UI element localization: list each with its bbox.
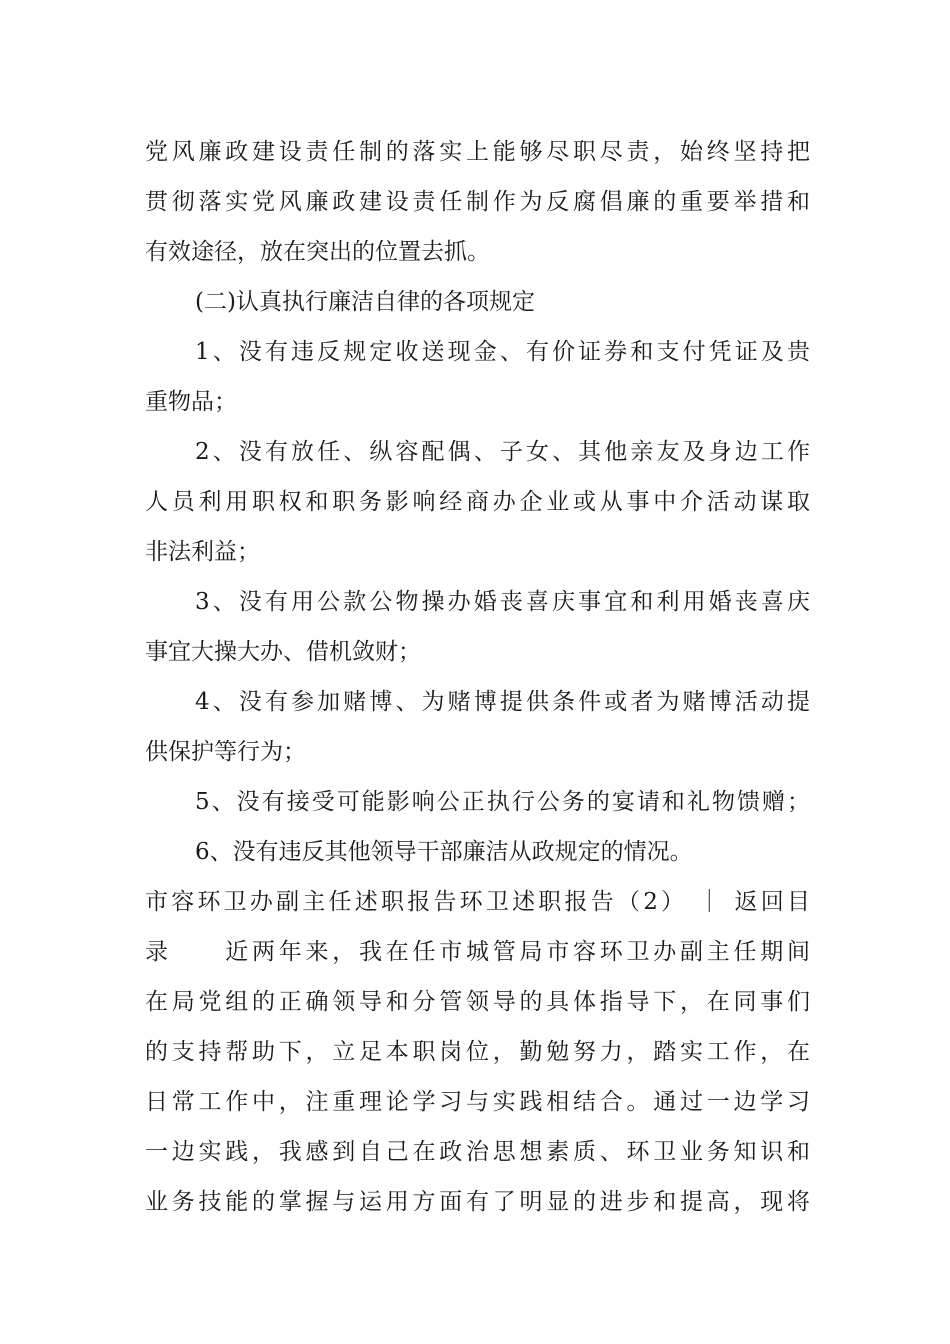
text-line: 日常工作中，注重理论学习与实践相结合。通过一边学习 — [145, 1089, 810, 1115]
text-line: 事宜大操大办、借机敛财； — [145, 639, 421, 665]
text-line: 2、没有放任、纵容配偶、子女、其他亲友及身边工作 — [195, 439, 810, 465]
text-line: 4、没有参加赌博、为赌博提供条件或者为赌博活动提 — [195, 689, 810, 715]
text-line: 有效途径，放在突出的位置去抓。 — [145, 239, 490, 265]
text-line: 业务技能的掌握与运用方面有了明显的进步和提高，现将 — [145, 1189, 810, 1215]
text-line: 的支持帮助下，立足本职岗位，勤勉努力，踏实工作，在 — [145, 1039, 810, 1065]
text-line: 党风廉政建设责任制的落实上能够尽职尽责，始终坚持把 — [145, 139, 810, 165]
text-line: 3、没有用公款公物操办婚丧喜庆事宜和利用婚丧喜庆 — [195, 589, 810, 615]
text-line: 5、没有接受可能影响公正执行公务的宴请和礼物馈赠； — [195, 789, 810, 815]
text-line: 市容环卫办副主任述职报告环卫述职报告（2） ｜ 返回目 — [145, 889, 810, 915]
text-line: 6、没有违反其他领导干部廉洁从政规定的情况。 — [195, 839, 693, 865]
text-line: 贯彻落实党风廉政建设责任制作为反腐倡廉的重要举措和 — [145, 189, 810, 215]
text-line: 供保护等行为； — [145, 739, 306, 765]
text-line: (二)认真执行廉洁自律的各项规定 — [195, 289, 535, 315]
text-line: 录 近两年来，我在任市城管局市容环卫办副主任期间 — [145, 939, 810, 965]
text-line: 一边实践，我感到自己在政治思想素质、环卫业务知识和 — [145, 1139, 810, 1165]
text-line: 非法利益； — [145, 539, 260, 565]
text-line: 人员利用职权和职务影响经商办企业或从事中介活动谋取 — [145, 489, 810, 515]
text-line: 1、没有违反规定收送现金、有价证券和支付凭证及贵 — [195, 339, 810, 365]
text-line: 重物品； — [145, 389, 237, 415]
text-line: 在局党组的正确领导和分管领导的具体指导下，在同事们 — [145, 989, 810, 1015]
document-body — [145, 127, 810, 1227]
